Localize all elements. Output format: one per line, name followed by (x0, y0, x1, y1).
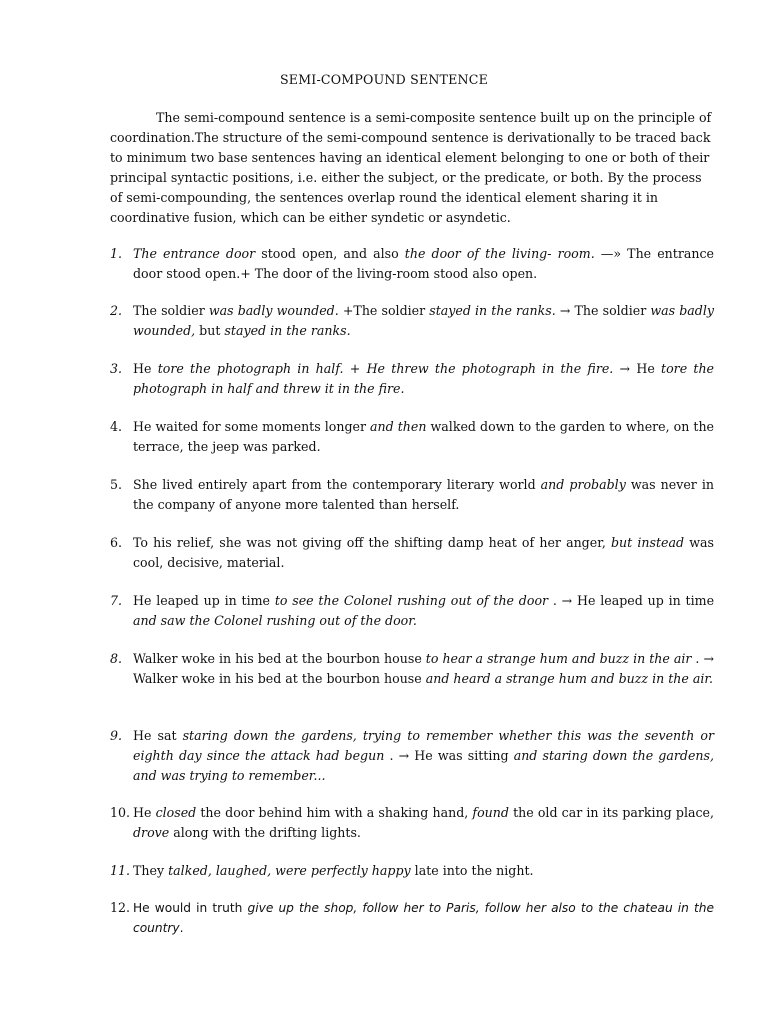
item-text (133, 861, 714, 881)
text-segment: was cool, decisive, material. (133, 535, 714, 570)
italic-segment: found (472, 805, 509, 820)
text-segment: They (133, 863, 169, 878)
italic-segment: staring down the gardens, trying to remember whether this was the seventh or eighth day since the attack had begun (133, 728, 714, 763)
text-segment: To his relief, she was not giving off the shifting damp heat of her anger, (133, 535, 611, 550)
item-text (133, 417, 714, 457)
text-segment: was never in the company of anyone more talented than herself. (133, 477, 714, 512)
text-segment: . → Walker woke in his bed at the bourbon house (133, 651, 714, 686)
text-segment: stood open, and also (255, 246, 405, 261)
italic-segment: and saw the Colonel rushing out of the door. (133, 613, 417, 628)
list-item (110, 475, 714, 515)
text-segment: . → He leaped up in time (548, 593, 715, 608)
italic-segment: drove (133, 825, 170, 840)
text-segment: He (133, 361, 158, 376)
text-segment: late into the night. (410, 863, 534, 878)
text-segment: He waited for some moments longer (133, 419, 371, 434)
text-segment: → He (613, 361, 662, 376)
item-number: 1. (110, 246, 123, 261)
list-item (110, 726, 714, 786)
text-segment: → The soldier (555, 303, 651, 318)
item-number: 4. (110, 419, 123, 434)
text-segment: —» The entrance door stood open.+ The door of the living-room stood also open. (133, 246, 714, 281)
italic-segment: tore the photograph in half and threw it in the fire. (133, 361, 715, 396)
text-segment: He leaped up in time (133, 593, 275, 608)
item-number: 10. (110, 805, 131, 820)
italic-segment: closed (155, 805, 197, 820)
italic-segment: The entrance door (133, 246, 256, 261)
italic-segment: give up the shop, follow her to Paris, follow her also to the chateau in the country (133, 901, 715, 935)
text-segment: walked down to the garden to where, on the terrace, the jeep was parked. (133, 419, 715, 454)
item-text (133, 301, 714, 341)
italic-segment: stayed in the ranks. (429, 303, 556, 318)
text-segment: +The soldier (338, 303, 430, 318)
text-segment: but (195, 323, 225, 338)
italic-segment: and heard a strange hum and buzz in the air. (425, 671, 714, 686)
text-segment: . (179, 921, 184, 935)
list-item (110, 591, 714, 631)
italic-segment: the door of the living- room. (404, 246, 595, 261)
text-segment: He sat (133, 728, 183, 743)
intro-text: The semi-compound sentence is a semi-composite sentence built up on the principle of coordination.The structure of the semi-compound sentence is derivationally to be traced back to minimum two base sentences having an identical element belonging to one or both of their principal syntactic positions, i.e. either the subject, or the predicate, or both. By the process of semi-compounding, the sentences overlap round the identical element sharing it in coordinative fusion, which can be either syndetic or asyndetic. (110, 110, 712, 225)
item-text (133, 475, 714, 515)
list-item (110, 417, 714, 457)
italic-segment: stayed in the ranks. (224, 323, 351, 338)
item-number: 12. (110, 900, 131, 915)
italic-segment: but instead (611, 535, 685, 550)
italic-segment: and probably (540, 477, 626, 492)
text-segment: the door behind him with a shaking hand, (196, 805, 473, 820)
item-number: 11. (110, 863, 131, 878)
text-segment: along with the drifting lights. (169, 825, 361, 840)
italic-segment: talked, laughed, were perfectly happy (168, 863, 411, 878)
item-text (133, 359, 714, 399)
italic-segment: and staring down the gardens, and was trying to remember... (133, 748, 714, 783)
document-title: SEMI-COMPOUND SENTENCE (279, 72, 488, 87)
italic-segment: was badly wounded. (208, 303, 339, 318)
text-segment: He (133, 805, 156, 820)
italic-segment: to hear a strange hum and buzz in the air (425, 651, 692, 666)
item-number: 2. (110, 303, 123, 318)
text-segment: the old car in its parking place, (508, 805, 714, 820)
item-text (133, 591, 714, 631)
item-text (133, 898, 714, 938)
list-item (110, 533, 714, 573)
italic-segment: and then (370, 419, 427, 434)
item-number: 7. (110, 593, 123, 608)
item-text (133, 726, 714, 786)
text-segment: Walker woke in his bed at the bourbon house (133, 651, 426, 666)
item-number: 3. (110, 361, 123, 376)
item-number: 5. (110, 477, 123, 492)
item-number: 9. (110, 728, 123, 743)
italic-segment: was badly wounded, (133, 303, 714, 338)
text-segment: He would in truth (133, 901, 248, 915)
item-text (133, 803, 714, 843)
list-item (110, 649, 714, 689)
item-number: 8. (110, 651, 123, 666)
intro-paragraph (110, 108, 714, 228)
text-segment: She lived entirely apart from the contemporary literary world (133, 477, 541, 492)
list-item (110, 898, 714, 938)
text-segment: The soldier (133, 303, 209, 318)
list-item (110, 244, 714, 284)
item-text (133, 244, 714, 284)
item-text (133, 533, 714, 573)
list-item (110, 861, 714, 881)
item-number: 6. (110, 535, 123, 550)
list-item (110, 803, 714, 843)
item-text (133, 649, 714, 689)
italic-segment: tore the photograph in half. + He threw the photograph in the fire. (157, 361, 614, 376)
list-item (110, 301, 714, 341)
list-item (110, 359, 714, 399)
italic-segment: to see the Colonel rushing out of the door (274, 593, 549, 608)
text-segment: . → He was sitting (384, 748, 514, 763)
